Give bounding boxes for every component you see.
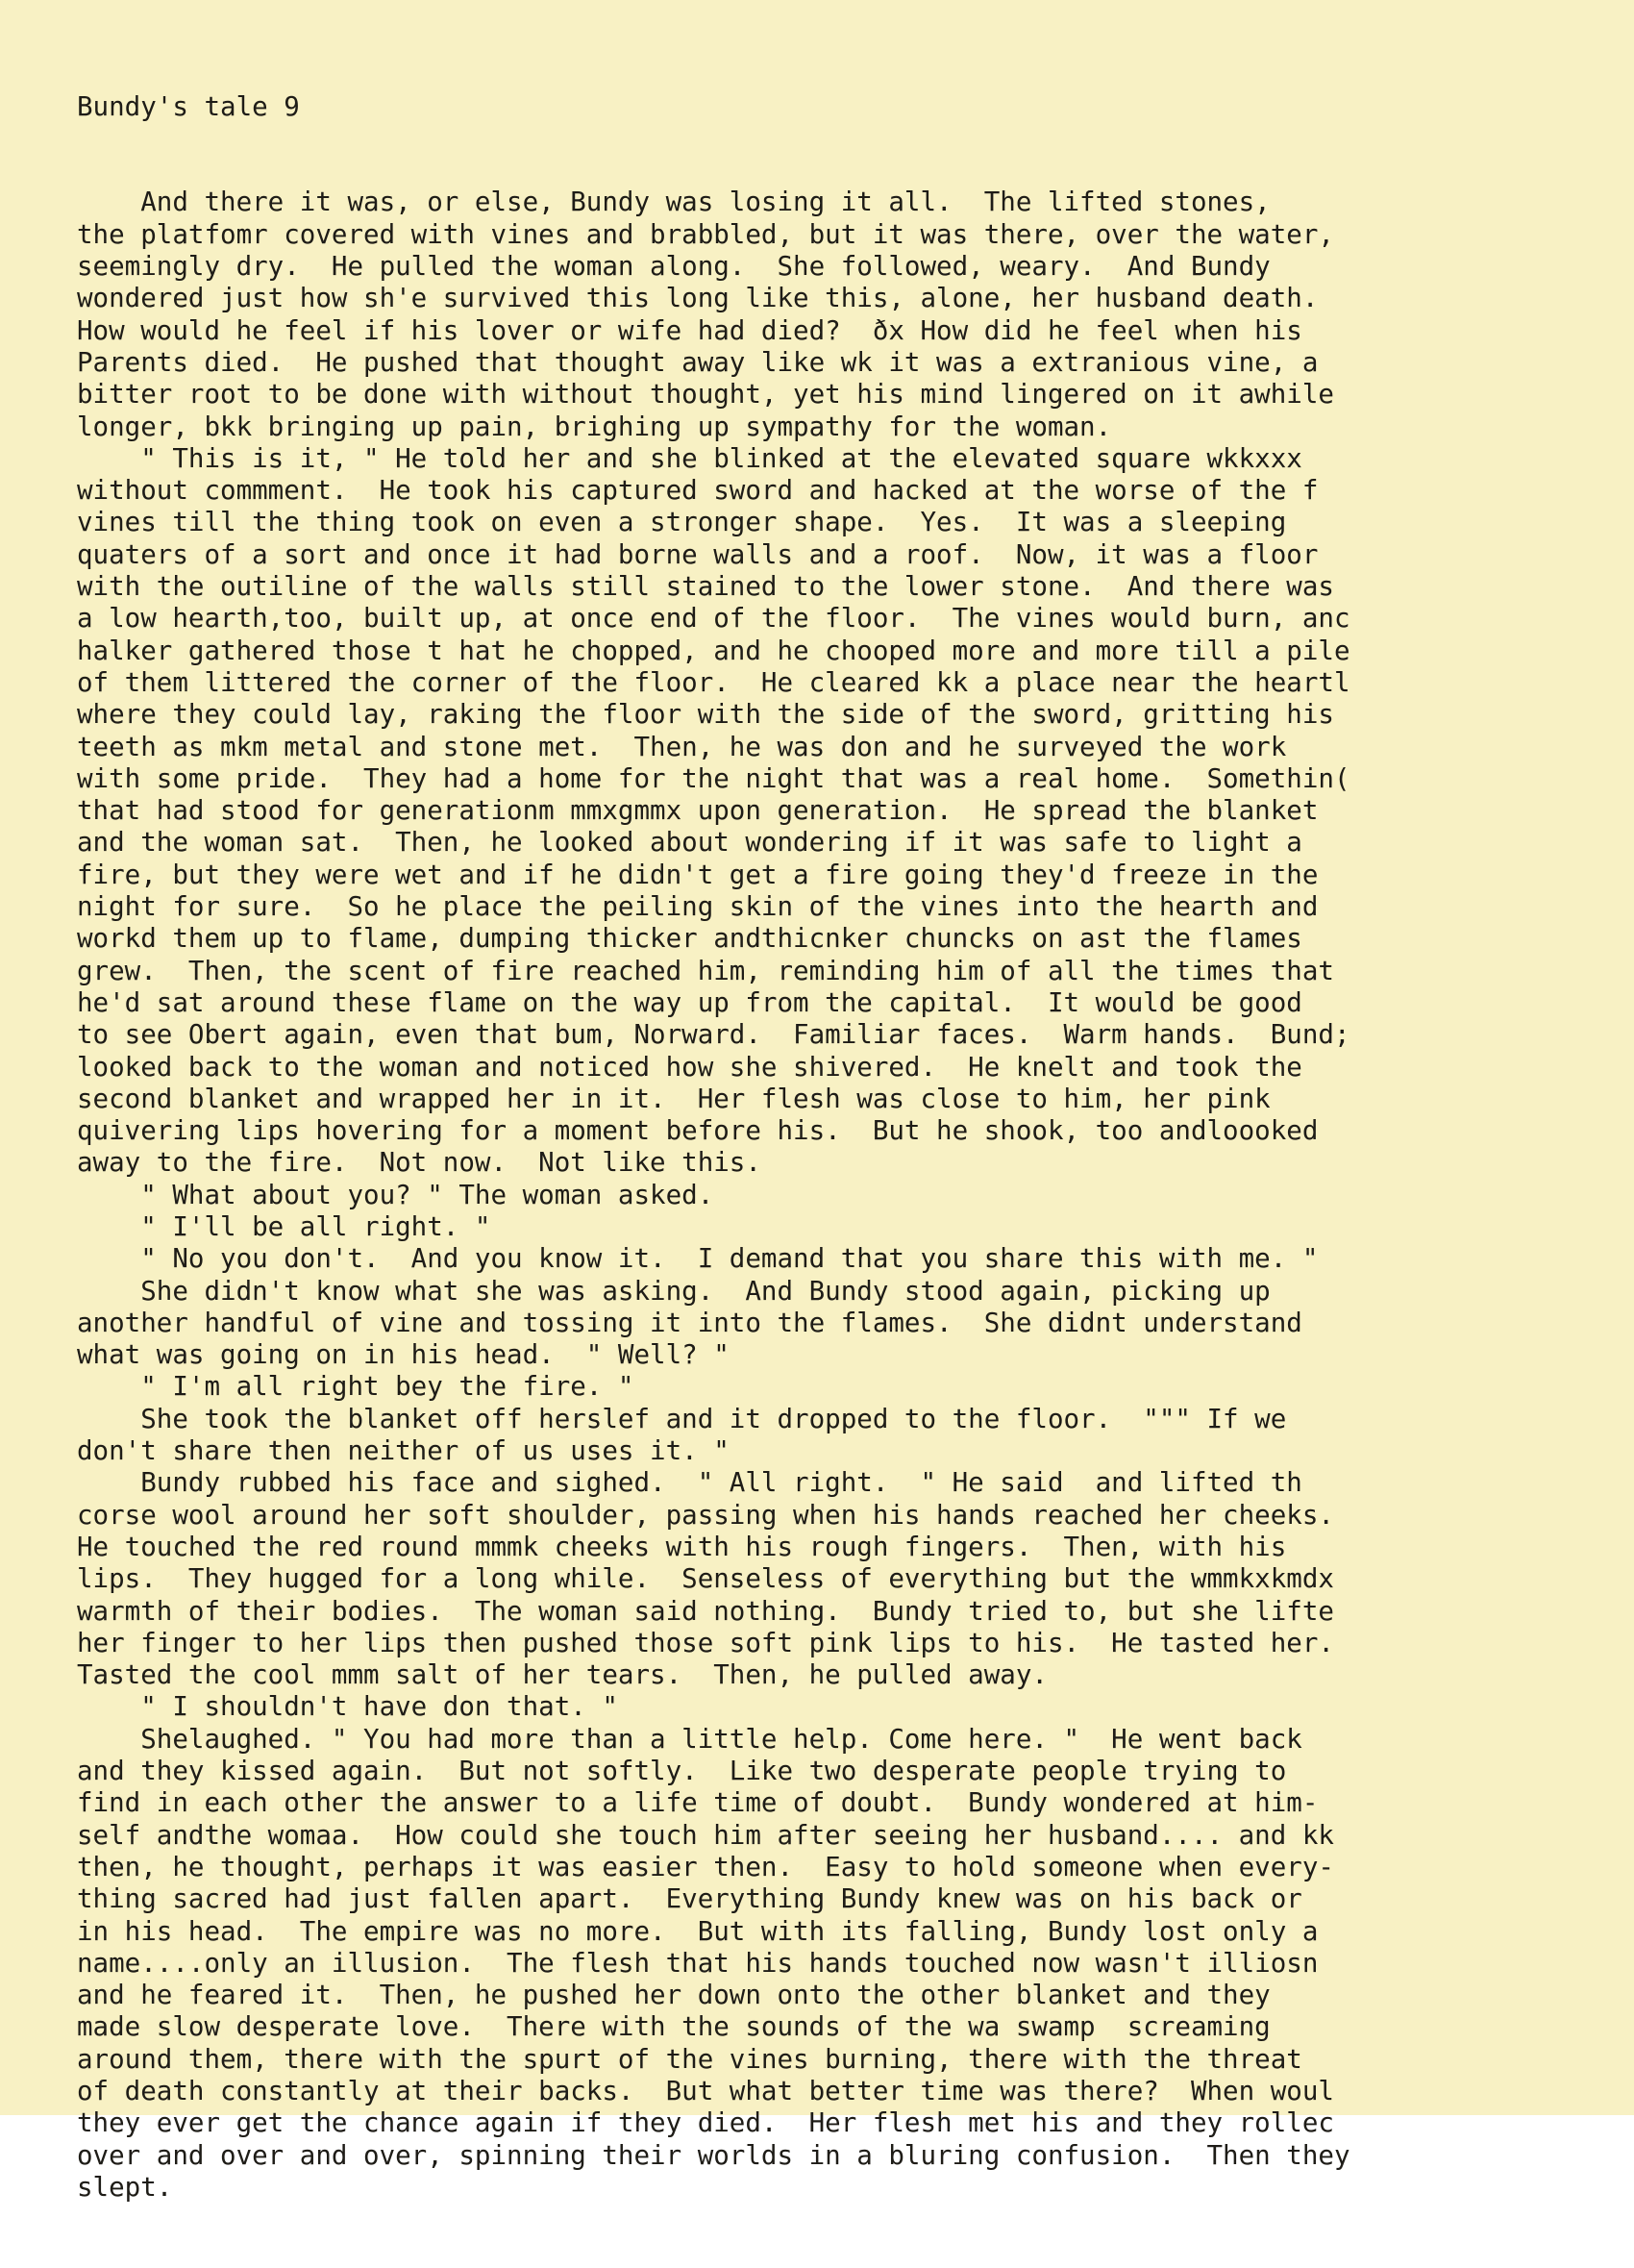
text-line: find in each other the answer to a life time of doubt. Bundy wondered at him- [77, 1787, 1319, 1819]
text-line: How would he feel if his lover or wife had died? ðx How did he feel when his [77, 314, 1302, 346]
text-line: that had stood for generationm mmxgmmx upon generation. He spread the blanket [77, 795, 1319, 827]
text-line: " This is it, " He told her and she blinked at the elevated square wkkxxx [77, 442, 1302, 474]
text-line: corse wool around her soft shoulder, passing when his hands reached her cheeks. [77, 1499, 1334, 1531]
text-line: in his head. The empire was no more. But with its falling, Bundy lost only a [77, 1915, 1319, 1947]
text-line: quaters of a sort and once it had borne walls and a roof. Now, it was a floor [77, 538, 1319, 570]
text-line: with the outiline of the walls still stained to the lower stone. And there was [77, 571, 1334, 603]
text-line: then, he thought, perhaps it was easier then. Easy to hold someone when every- [77, 1851, 1334, 1882]
text-line: Bundy rubbed his face and sighed. " All right. " He said and lifted th [77, 1467, 1302, 1499]
text-line: teeth as mkm metal and stone met. Then, he was don and he surveyed the work [77, 731, 1287, 762]
text-line: her finger to her lips then pushed those soft pink lips to his. He tasted her. [77, 1627, 1334, 1658]
text-line: quivering lips hovering for a moment before his. But he shook, too andloooked [77, 1115, 1319, 1147]
text-line: And there it was, or else, Bundy was losing it all. The lifted stones, [77, 187, 1271, 218]
text-line: of them littered the corner of the floor. He cleared kk a place near the heartl [77, 666, 1350, 698]
text-line: with some pride. They had a home for the night that was a real home. Somethin( [77, 762, 1350, 794]
text-line: She didn't know what she was asking. And Bundy stood again, picking up [77, 1275, 1271, 1307]
text-line: slept. [77, 2171, 173, 2203]
text-line: he'd sat around these flame on the way up from the capital. It would be good [77, 986, 1302, 1018]
text-line: thing sacred had just fallen apart. Everything Bundy knew was on his back or [77, 1883, 1302, 1915]
text-line: vines till the thing took on even a stronger shape. Yes. It was a sleeping [77, 507, 1287, 538]
text-line: away to the fire. Not now. Not like this. [77, 1147, 761, 1179]
text-line: and he feared it. Then, he pushed her down onto the other blanket and they [77, 1980, 1271, 2011]
text-line: self andthe womaa. How could she touch him after seeing her husband.... and kk [77, 1819, 1334, 1851]
text-line: Shelaughed. " You had more than a little help. Come here. " He went back [77, 1723, 1302, 1755]
text-line: She took the blanket off herslef and it dropped to the floor. """ If we [77, 1403, 1287, 1434]
text-line: night for sure. So he place the peiling skin of the vines into the hearth and [77, 891, 1319, 923]
text-line: workd them up to flame, dumping thicker andthicnker chuncks on ast the flames [77, 923, 1302, 955]
text-line: to see Obert again, even that bum, Norward. Familiar faces. Warm hands. Bund; [77, 1019, 1350, 1051]
text-line: and they kissed again. But not softly. Like two desperate people trying to [77, 1756, 1287, 1787]
text-line: lips. They hugged for a long while. Senseless of everything but the wmmkxkmdx [77, 1563, 1334, 1595]
text-line: " No you don't. And you know it. I demand that you share this with me. " [77, 1243, 1319, 1275]
text-line: " I shouldn't have don that. " [77, 1691, 618, 1723]
text-line: another handful of vine and tossing it into the flames. She didnt understand [77, 1307, 1302, 1338]
text-line: wondered just how sh'e survived this long like this, alone, her husband death. [77, 283, 1319, 314]
text-line: " I'll be all right. " [77, 1210, 491, 1242]
text-line: second blanket and wrapped her in it. Her flesh was close to him, her pink [77, 1083, 1271, 1114]
text-line: grew. Then, the scent of fire reached him, reminding him of all the times that [77, 955, 1334, 986]
text-line: don't share then neither of us uses it. " [77, 1435, 730, 1467]
text-line: over and over and over, spinning their worlds in a bluring confusion. Then they [77, 2139, 1350, 2171]
story-body [77, 187, 1624, 2204]
text-line: of death constantly at their backs. But what better time was there? When woul [77, 2076, 1334, 2106]
text-line: Parents died. He pushed that thought away like wk it was a extranious vine, a [77, 346, 1319, 378]
text-line: warmth of their bodies. The woman said nothing. Bundy tried to, but she lifte [77, 1595, 1334, 1627]
text-line: made slow desperate love. There with the sounds of the wa swamp screaming [77, 2011, 1271, 2043]
text-line: " What about you? " The woman asked. [77, 1179, 714, 1210]
text-line: they ever get the chance again if they died. Her flesh met his and they rollec [77, 2107, 1334, 2139]
text-line: seemingly dry. He pulled the woman along. She followed, weary. And Bundy [77, 251, 1271, 283]
page-header: Bundy's tale 9 [77, 90, 300, 122]
text-line: Tasted the cool mmm salt of her tears. Then, he pulled away. [77, 1659, 1048, 1691]
text-line: where they could lay, raking the floor with the side of the sword, gritting his [77, 699, 1334, 731]
text-line: " I'm all right bey the fire. " [77, 1371, 634, 1403]
text-line: a low hearth,too, built up, at once end of the floor. The vines would burn, anc [77, 603, 1350, 635]
page-text [77, 27, 1624, 2268]
text-line: without commment. He took his captured sword and hacked at the worse of the f [77, 475, 1319, 507]
text-line: halker gathered those t hat he chopped, and he chooped more and more till a pile [77, 635, 1350, 666]
text-line: and the woman sat. Then, he looked about wondering if it was safe to light a [77, 827, 1302, 859]
text-line: the platfomr covered with vines and brabbled, but it was there, over the water, [77, 218, 1334, 250]
text-line: around them, there with the spurt of the vines burning, there with the threat [77, 2043, 1302, 2075]
text-line: what was going on in his head. " Well? " [77, 1339, 730, 1371]
text-line: He touched the red round mmmk cheeks with his rough fingers. Then, with his [77, 1531, 1287, 1562]
text-line: longer, bkk bringing up pain, brighing up sympathy for the woman. [77, 411, 1112, 442]
text-line: bitter root to be done with without thought, yet his mind lingered on it awhile [77, 379, 1334, 411]
text-line: name....only an illusion. The flesh that his hands touched now wasn't illiosn [77, 1947, 1319, 1979]
text-line: looked back to the woman and noticed how she shivered. He knelt and took the [77, 1051, 1302, 1083]
text-line: fire, but they were wet and if he didn't get a fire going they'd freeze in the [77, 859, 1319, 890]
